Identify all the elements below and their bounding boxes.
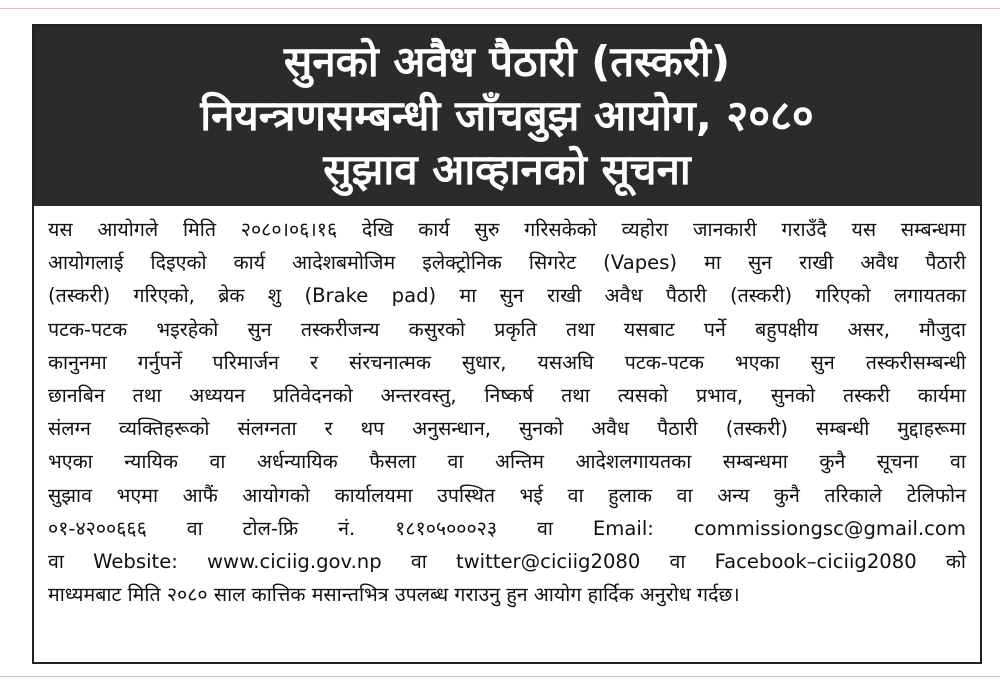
body-line: छानबिन तथा अध्ययन प्रतिवेदनको अन्तरवस्तु, निष्कर्ष तथा त्यसको प्रभाव, सुनको तस्करी कार्यमा: [48, 384, 966, 408]
body-line: संलग्न व्यक्तिहरूको संलग्नता र थप अनुसन्धान, सुनको अवैध पैठारी (तस्करी) सम्बन्धी मुद्दाहरूमा: [48, 417, 966, 441]
body-line: (तस्करी) गरिएको, ब्रेक शु (Brake pad) मा सुन राखी अवैध पैठारी (तस्करी) गरिएको लगायतका: [48, 284, 966, 308]
commission-title: सुनको अवैध पैठारी (तस्करी): [283, 37, 731, 86]
contact-line: वा Website: www.ciciig.gov.np वा twitter@ciciig2080 वा Facebook–ciciig2080 को: [48, 550, 966, 574]
body-line: कानुनमा गर्नुपर्ने परिमार्जन र संरचनात्मक सुधार, यसअघि पटक-पटक भएका सुन तस्करीसम्बन्धी: [48, 350, 966, 374]
public-notice: [32, 24, 982, 664]
notice-title: सुझाव आव्हानको सूचना: [323, 145, 691, 194]
body-line: पटक-पटक भइरहेको सुन तस्करीजन्य कसुरको प्रकृति तथा यसबाट पर्ने बहुपक्षीय असर, मौजुदा: [48, 317, 966, 341]
notice-body: [34, 206, 980, 611]
body-line: यस आयोगले मिति २०८०।०६।१६ देखि कार्य सुरु गरिसकेको व्यहोरा जानकारी गराउँदै यस सम्बन्धमा: [48, 218, 966, 241]
commission-subtitle: नियन्त्रणसम्बन्धी जाँचबुझ आयोग, २०८०: [200, 91, 814, 140]
body-line: माध्यमबाट मिति २०८० साल कात्तिक मसान्तभित्र उपलब्ध गराउनु हुन आयोग हार्दिक अनुरोध गर्दछ।: [48, 583, 740, 607]
body-line: आयोगलाई दिइएको कार्य आदेशबमोजिम इलेक्ट्रोनिक सिगरेट (Vapes) मा सुन राखी अवैध पैठारी: [48, 251, 966, 275]
page-bottom-rule: [0, 676, 1000, 677]
page-top-rule: [0, 8, 1000, 9]
contact-line: ०१-४२००६६६ वा टोल-फ्रि नं. १८१०५०००२३ वा Email: commissiongsc@gmail.com: [48, 516, 966, 540]
body-line: सुझाव भएमा आफैं आयोगको कार्यालयमा उपस्थित भई वा हुलाक वा अन्य कुनै तरिकाले टेलिफोन: [48, 483, 966, 507]
notice-header: [34, 26, 980, 206]
body-line: भएका न्यायिक वा अर्धन्यायिक फैसला वा अन्तिम आदेशलगायतका सम्बन्धमा कुनै सूचना वा: [48, 450, 966, 474]
